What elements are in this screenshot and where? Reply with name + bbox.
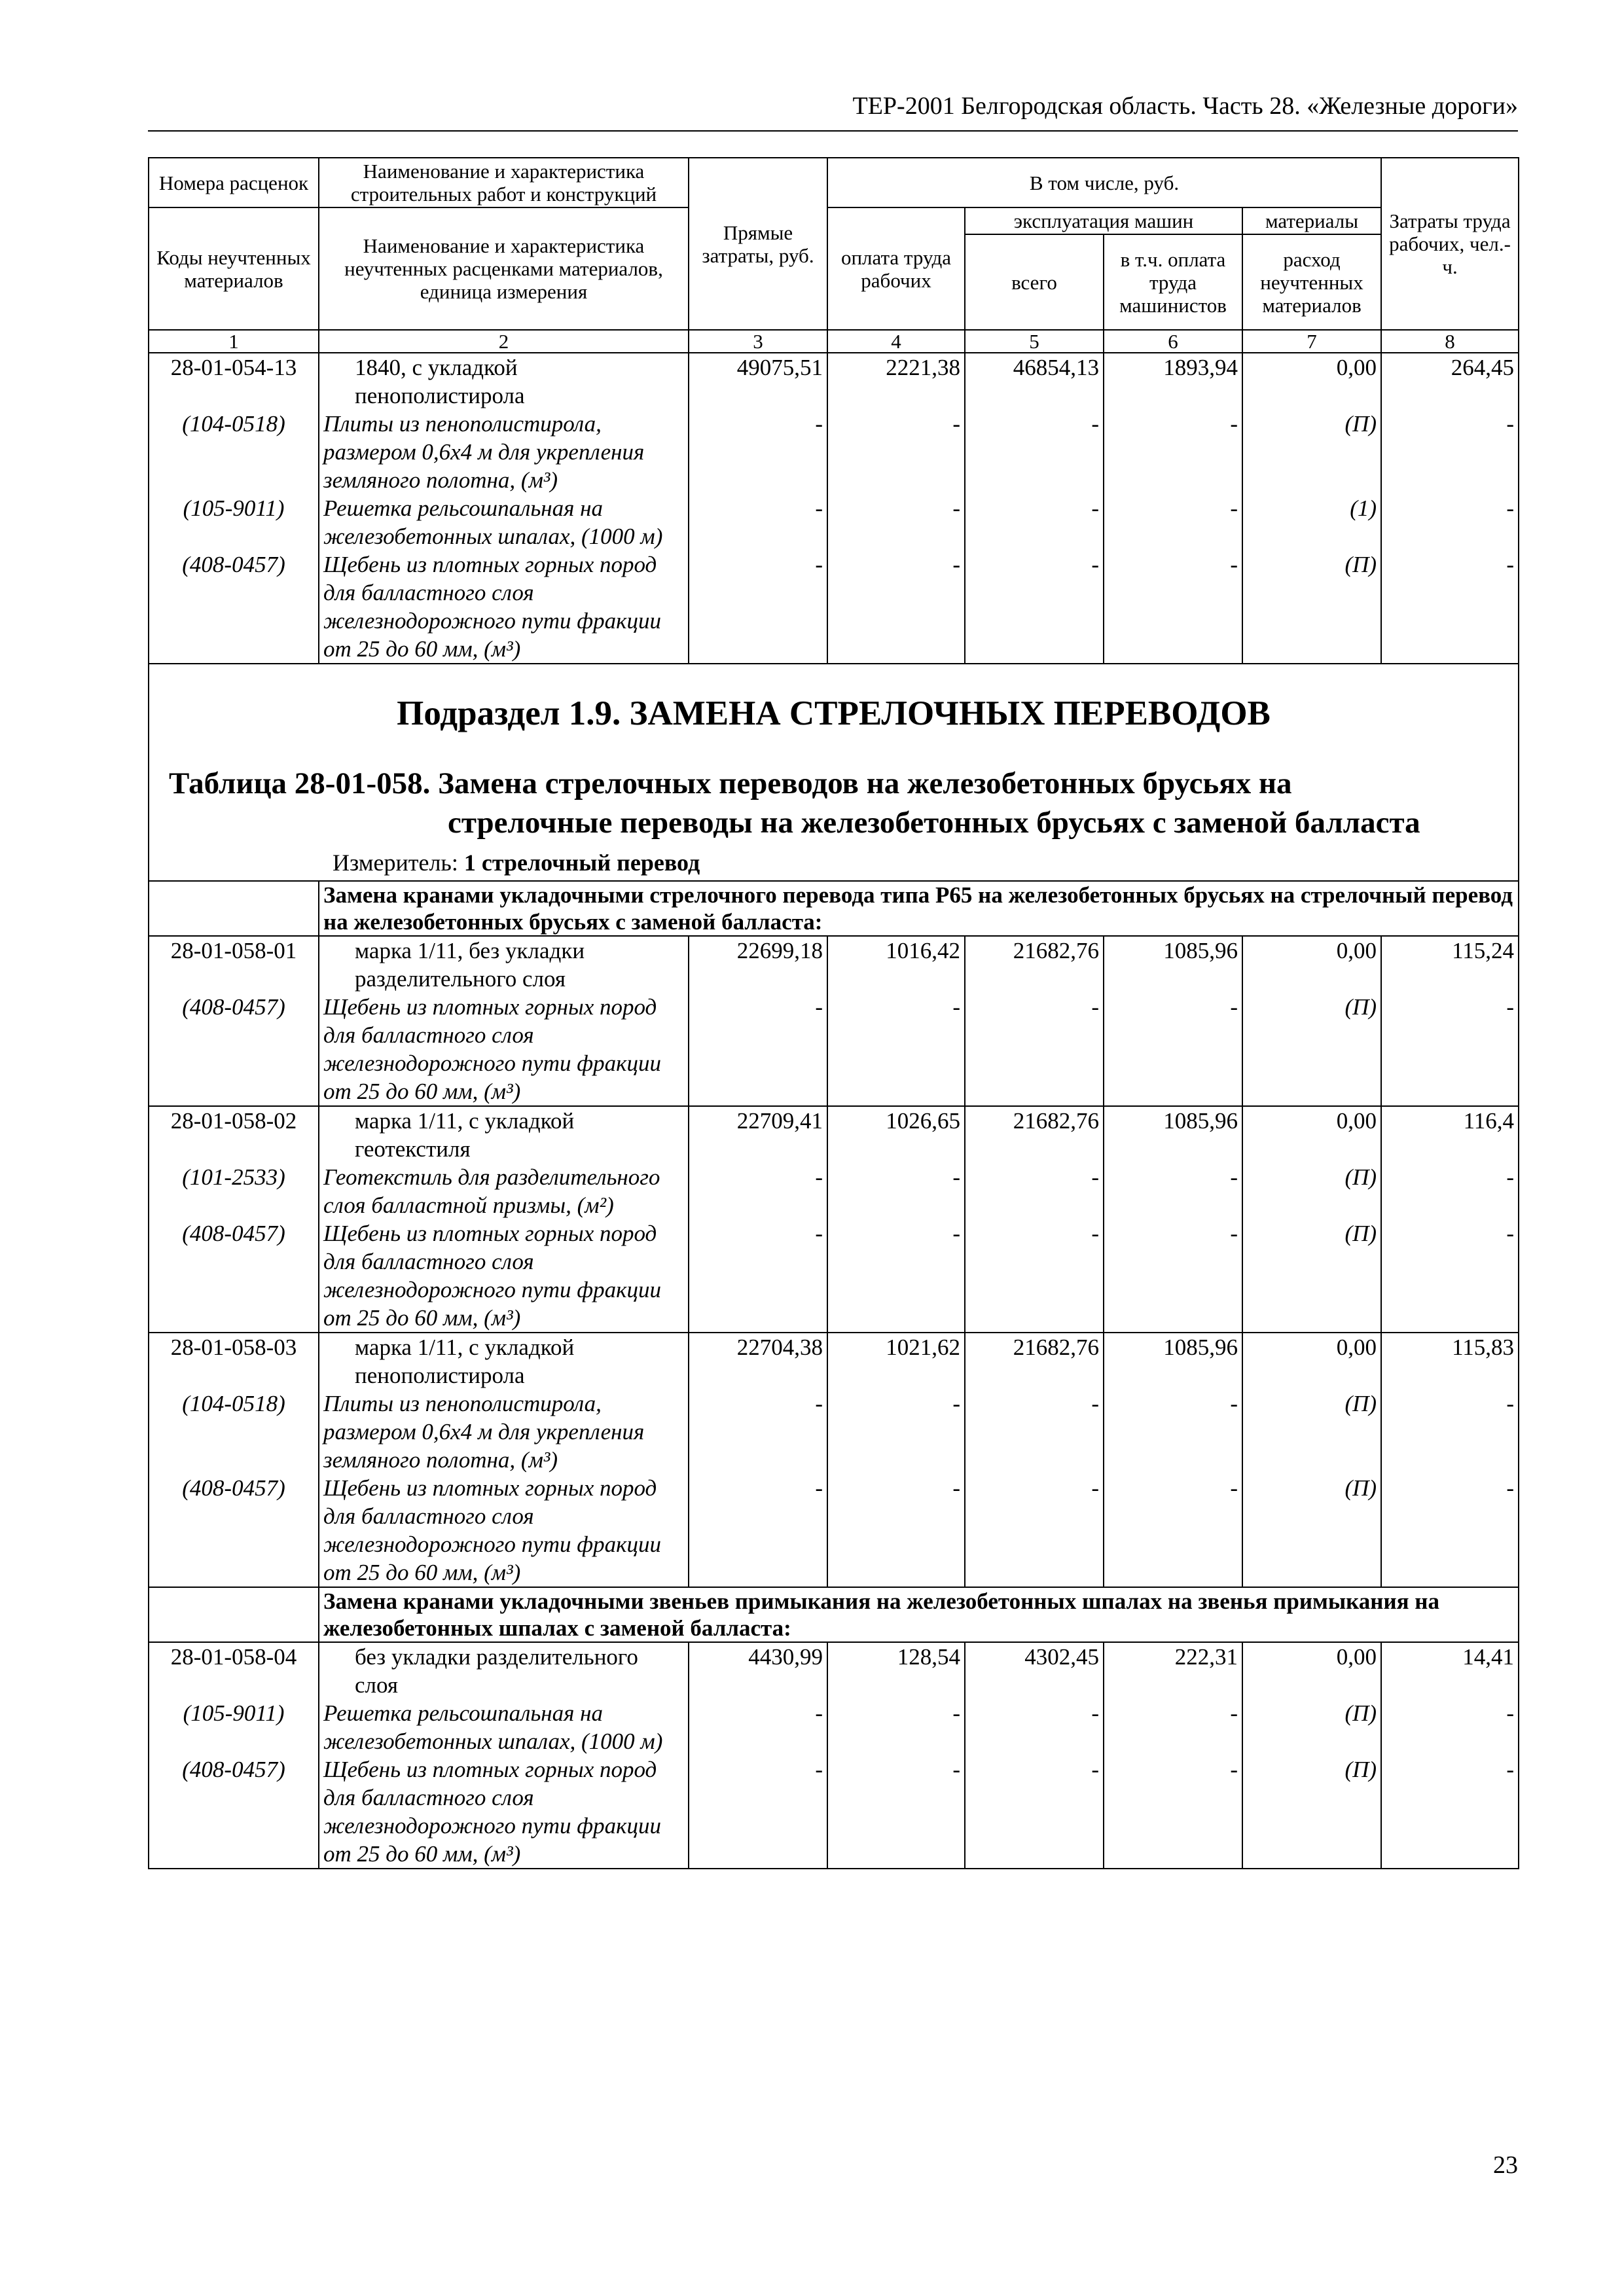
rate-row [149,353,1519,410]
material-value: - [827,1699,965,1755]
material-name: Плиты из пенополистирола, размером 0,6х4 м для укрепления земляного полотна, (м³) [319,1390,689,1474]
col2-bottom-header: Наименование и характеристика неучтенных расценками материалов, единица измерения [319,207,689,330]
material-value: (П) [1242,550,1381,664]
material-value: - [689,1219,827,1333]
table-title [149,736,1518,842]
material-value: (П) [1242,1390,1381,1474]
material-value: - [1381,1755,1519,1869]
table-title-line-1: Таблица 28-01-058. Замена стрелочных переводов на железобетонных брусьях на [169,766,1292,800]
rate-row [149,1106,1519,1163]
material-value: - [689,1699,827,1755]
material-name: Геотекстиль для разделительного слоя балластной призмы, (м²) [319,1163,689,1219]
material-value: - [1104,1390,1242,1474]
rate-value: 21682,76 [965,1333,1104,1390]
material-value: - [689,1390,827,1474]
material-value: (П) [1242,1219,1381,1333]
material-code: (104-0518) [149,410,319,494]
material-value: - [689,410,827,494]
materials-header: материалы [1242,207,1381,234]
material-value: - [827,1163,965,1219]
material-code: (105-9011) [149,494,319,550]
material-value: - [1104,1755,1242,1869]
material-value: (П) [1242,1163,1381,1219]
material-code: (408-0457) [149,1755,319,1869]
group-heading: Замена кранами укладочными стрелочного перевода типа Р65 на железобетонных брусьях на стрелочный перевод на железобетонных брусьях с заменой балласта: [319,881,1519,936]
material-value: - [1381,993,1519,1106]
material-value: - [1104,1474,1242,1587]
material-row [149,1699,1519,1755]
rates-table [148,157,1519,1869]
material-row [149,1219,1519,1333]
subsection-cell [149,664,1519,881]
material-row [149,550,1519,664]
material-value: - [827,410,965,494]
rate-value: 1021,62 [827,1333,965,1390]
material-code: (105-9011) [149,1699,319,1755]
col5-header: всего [965,234,1104,330]
material-value: - [1104,1163,1242,1219]
material-name: Щебень из плотных горных пород для балластного слоя железнодорожного пути фракции от 25 до 60 мм, (м³) [319,550,689,664]
rate-value: 2221,38 [827,353,965,410]
rate-value: 1085,96 [1104,1106,1242,1163]
material-row [149,1755,1519,1869]
rate-value: 1016,42 [827,936,965,993]
material-value: - [1104,550,1242,664]
page-number: 23 [1493,2151,1518,2179]
rate-code: 28-01-058-04 [149,1642,319,1699]
col7-header: расход неучтенных материалов [1242,234,1381,330]
material-code: (408-0457) [149,550,319,664]
col-number: 6 [1104,330,1242,353]
material-value: (П) [1242,993,1381,1106]
subsection-row [149,664,1519,881]
material-row [149,993,1519,1106]
col-number: 5 [965,330,1104,353]
measure-value: 1 стрелочный перевод [463,850,700,876]
material-row [149,410,1519,494]
material-value: - [689,1755,827,1869]
column-numbers-row [149,330,1519,353]
rate-name: марка 1/11, без укладки разделительного слоя [319,936,689,993]
rate-value: 1026,65 [827,1106,965,1163]
rate-row [149,1642,1519,1699]
material-value: - [827,550,965,664]
col-number: 3 [689,330,827,353]
rate-value: 264,45 [1381,353,1519,410]
material-value: - [1104,1219,1242,1333]
col-number: 2 [319,330,689,353]
rate-value: 0,00 [1242,936,1381,993]
material-value: (П) [1242,1699,1381,1755]
group-heading-spacer [149,1587,319,1642]
material-name: Плиты из пенополистирола, размером 0,6х4 м для укрепления земляного полотна, (м³) [319,410,689,494]
table-title-line-2: стрелочные переводы на железобетонных брусьях с заменой балласта [448,806,1420,840]
rate-name: марка 1/11, с укладкой геотекстиля [319,1106,689,1163]
group-heading-spacer [149,881,319,936]
material-value: - [965,1390,1104,1474]
material-row [149,494,1519,550]
material-value: - [689,993,827,1106]
rate-value: 1085,96 [1104,936,1242,993]
rate-value: 1893,94 [1104,353,1242,410]
material-value: - [965,494,1104,550]
material-code: (408-0457) [149,993,319,1106]
material-value: - [827,1390,965,1474]
rate-row [149,1333,1519,1390]
col-number: 4 [827,330,965,353]
material-value: - [1381,1474,1519,1587]
material-value: (1) [1242,494,1381,550]
machines-header: эксплуатация машин [965,207,1242,234]
rate-name: марка 1/11, с укладкой пенополистирола [319,1333,689,1390]
material-value: - [965,550,1104,664]
material-value: - [689,1474,827,1587]
rate-name: 1840, с укладкой пенополистирола [319,353,689,410]
rate-value: 46854,13 [965,353,1104,410]
rate-value: 0,00 [1242,1333,1381,1390]
material-code: (408-0457) [149,1219,319,1333]
material-value: - [1104,993,1242,1106]
header-rule [148,130,1518,132]
material-value: - [1104,494,1242,550]
material-value: - [1381,494,1519,550]
material-value: - [965,1163,1104,1219]
rate-value: 49075,51 [689,353,827,410]
group-heading-row [149,881,1519,936]
material-name: Щебень из плотных горных пород для балластного слоя железнодорожного пути фракции от 25 до 60 мм, (м³) [319,993,689,1106]
col-number: 1 [149,330,319,353]
material-value: - [827,993,965,1106]
rate-value: 128,54 [827,1642,965,1699]
material-value: - [827,1219,965,1333]
material-value: - [965,1219,1104,1333]
material-value: - [1381,410,1519,494]
material-code: (408-0457) [149,1474,319,1587]
col1-bottom-header: Коды неучтенных материалов [149,207,319,330]
rate-code: 28-01-058-01 [149,936,319,993]
incl-header: В том числе, руб. [827,158,1381,207]
material-row [149,1474,1519,1587]
material-name: Щебень из плотных горных пород для балластного слоя железнодорожного пути фракции от 25 до 60 мм, (м³) [319,1755,689,1869]
rate-value: 21682,76 [965,1106,1104,1163]
rate-value: 116,4 [1381,1106,1519,1163]
rate-row [149,936,1519,993]
material-value: - [1381,1163,1519,1219]
material-value: - [965,1474,1104,1587]
subsection-title: Подраздел 1.9. ЗАМЕНА СТРЕЛОЧНЫХ ПЕРЕВОДОВ [397,694,1271,732]
material-value: (П) [1242,1474,1381,1587]
rate-value: 115,83 [1381,1333,1519,1390]
rate-value: 0,00 [1242,1106,1381,1163]
material-row [149,1163,1519,1219]
col-number: 8 [1381,330,1519,353]
material-name: Решетка рельсошпальная на железобетонных шпалах, (1000 м) [319,1699,689,1755]
material-name: Щебень из плотных горных пород для балластного слоя железнодорожного пути фракции от 25 до 60 мм, (м³) [319,1219,689,1333]
col2-top-header: Наименование и характеристика строительных работ и конструкций [319,158,689,207]
rate-value: 222,31 [1104,1642,1242,1699]
rate-value: 4430,99 [689,1642,827,1699]
rate-value: 4302,45 [965,1642,1104,1699]
material-value: - [827,494,965,550]
material-value: - [1104,410,1242,494]
material-value: - [1381,550,1519,664]
rate-value: 0,00 [1242,353,1381,410]
material-value: - [965,1755,1104,1869]
material-value: (П) [1242,410,1381,494]
material-value: - [1381,1699,1519,1755]
material-value: (П) [1242,1755,1381,1869]
rate-value: 14,41 [1381,1642,1519,1699]
rate-value: 22709,41 [689,1106,827,1163]
rate-value: 22699,18 [689,936,827,993]
measure-label: Измеритель: [333,850,458,876]
measure-line [149,842,1518,880]
col8-header: Затраты труда рабочих, чел.-ч. [1381,158,1519,330]
rate-value: 0,00 [1242,1642,1381,1699]
group-heading-row [149,1587,1519,1642]
material-value: - [1381,1219,1519,1333]
running-header: ТЕР-2001 Белгородская область. Часть 28. «Железные дороги» [852,92,1518,120]
material-value: - [689,1163,827,1219]
rate-code: 28-01-058-02 [149,1106,319,1163]
material-value: - [689,494,827,550]
material-row [149,1390,1519,1474]
material-value: - [689,550,827,664]
rate-value: 22704,38 [689,1333,827,1390]
material-name: Щебень из плотных горных пород для балластного слоя железнодорожного пути фракции от 25 до 60 мм, (м³) [319,1474,689,1587]
material-name: Решетка рельсошпальная на железобетонных шпалах, (1000 м) [319,494,689,550]
material-value: - [965,993,1104,1106]
material-code: (101-2533) [149,1163,319,1219]
material-value: - [827,1474,965,1587]
group-heading: Замена кранами укладочными звеньев примыкания на железобетонных шпалах на звенья примыкания на железобетонных шпалах с заменой балласта: [319,1587,1519,1642]
material-code: (104-0518) [149,1390,319,1474]
rate-value: 1085,96 [1104,1333,1242,1390]
col6-header: в т.ч. оплата труда машинистов [1104,234,1242,330]
table-body [149,158,1519,1869]
table-header-row-2 [149,207,1519,234]
rate-name: без укладки разделительного слоя [319,1642,689,1699]
rate-code: 28-01-054-13 [149,353,319,410]
col4-header: оплата труда рабочих [827,207,965,330]
material-value: - [1381,1390,1519,1474]
material-value: - [965,410,1104,494]
material-value: - [827,1755,965,1869]
rate-value: 21682,76 [965,936,1104,993]
col-number: 7 [1242,330,1381,353]
rate-value: 115,24 [1381,936,1519,993]
col3-header: Прямые затраты, руб. [689,158,827,330]
material-value: - [1104,1699,1242,1755]
table-header-row-1 [149,158,1519,207]
rate-code: 28-01-058-03 [149,1333,319,1390]
material-value: - [965,1699,1104,1755]
col1-top-header: Номера расценок [149,158,319,207]
